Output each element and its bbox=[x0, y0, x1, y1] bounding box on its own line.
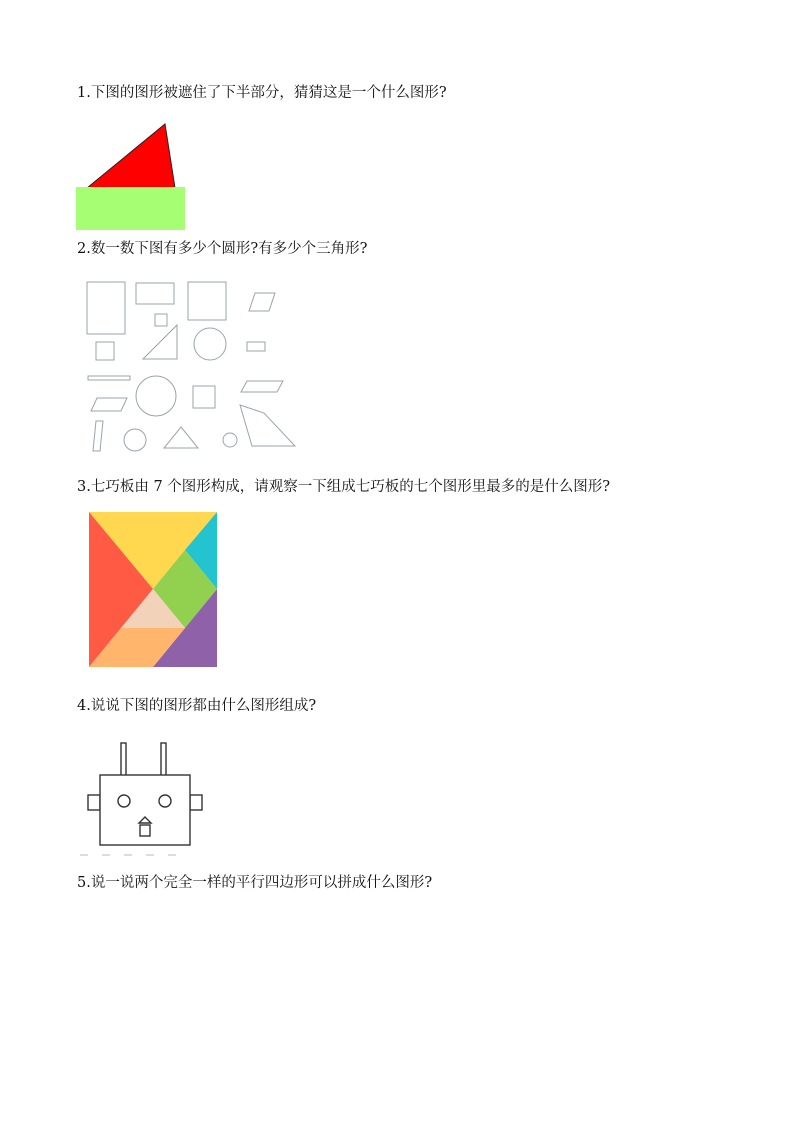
right-eye bbox=[159, 795, 171, 807]
question-3: 3.七巧板由 7 个图形构成，请观察一下组成七巧板的七个图形里最多的是什么图形? bbox=[77, 479, 611, 495]
circle-shape bbox=[124, 429, 146, 451]
circle-shape bbox=[136, 376, 176, 416]
left-antenna bbox=[121, 743, 126, 776]
parallelogram-shape bbox=[241, 381, 283, 392]
question-5: 5.说一说两个完全一样的平行四边形可以拼成什么图形? bbox=[77, 875, 433, 891]
right-ear bbox=[190, 795, 202, 810]
tangram-figure bbox=[89, 512, 217, 667]
robot-figure bbox=[80, 740, 210, 856]
square-shape bbox=[193, 386, 215, 408]
mouth-square bbox=[140, 825, 150, 836]
triangle-shape bbox=[240, 405, 295, 446]
question-2: 2.数一数下图有多少个圆形?有多少个三角形? bbox=[77, 241, 368, 257]
triangle-shape bbox=[143, 325, 177, 359]
parallelogram-shape bbox=[93, 421, 103, 451]
red-triangle bbox=[87, 124, 175, 188]
circle-shape bbox=[223, 433, 237, 447]
rectangle-shape bbox=[88, 376, 130, 380]
left-eye bbox=[118, 795, 130, 807]
hidden-triangle-figure bbox=[75, 120, 190, 232]
triangle-shape bbox=[164, 427, 198, 448]
shapes-figure bbox=[80, 275, 310, 455]
square-shape bbox=[188, 282, 226, 320]
green-cover bbox=[76, 187, 185, 230]
question-4: 4.说说下图的图形都由什么图形组成? bbox=[77, 698, 317, 714]
right-antenna bbox=[161, 743, 166, 776]
question-1: 1.下图的图形被遮住了下半部分，猜猜这是一个什么图形? bbox=[77, 85, 447, 101]
parallelogram-shape bbox=[249, 293, 275, 311]
rectangle-shape bbox=[136, 283, 174, 304]
left-ear bbox=[88, 795, 100, 810]
square-shape bbox=[96, 342, 114, 360]
parallelogram-shape bbox=[91, 398, 127, 411]
circle-shape bbox=[194, 328, 226, 360]
rectangle-shape bbox=[87, 282, 125, 334]
rectangle-shape bbox=[247, 342, 265, 351]
square-shape bbox=[155, 314, 167, 326]
